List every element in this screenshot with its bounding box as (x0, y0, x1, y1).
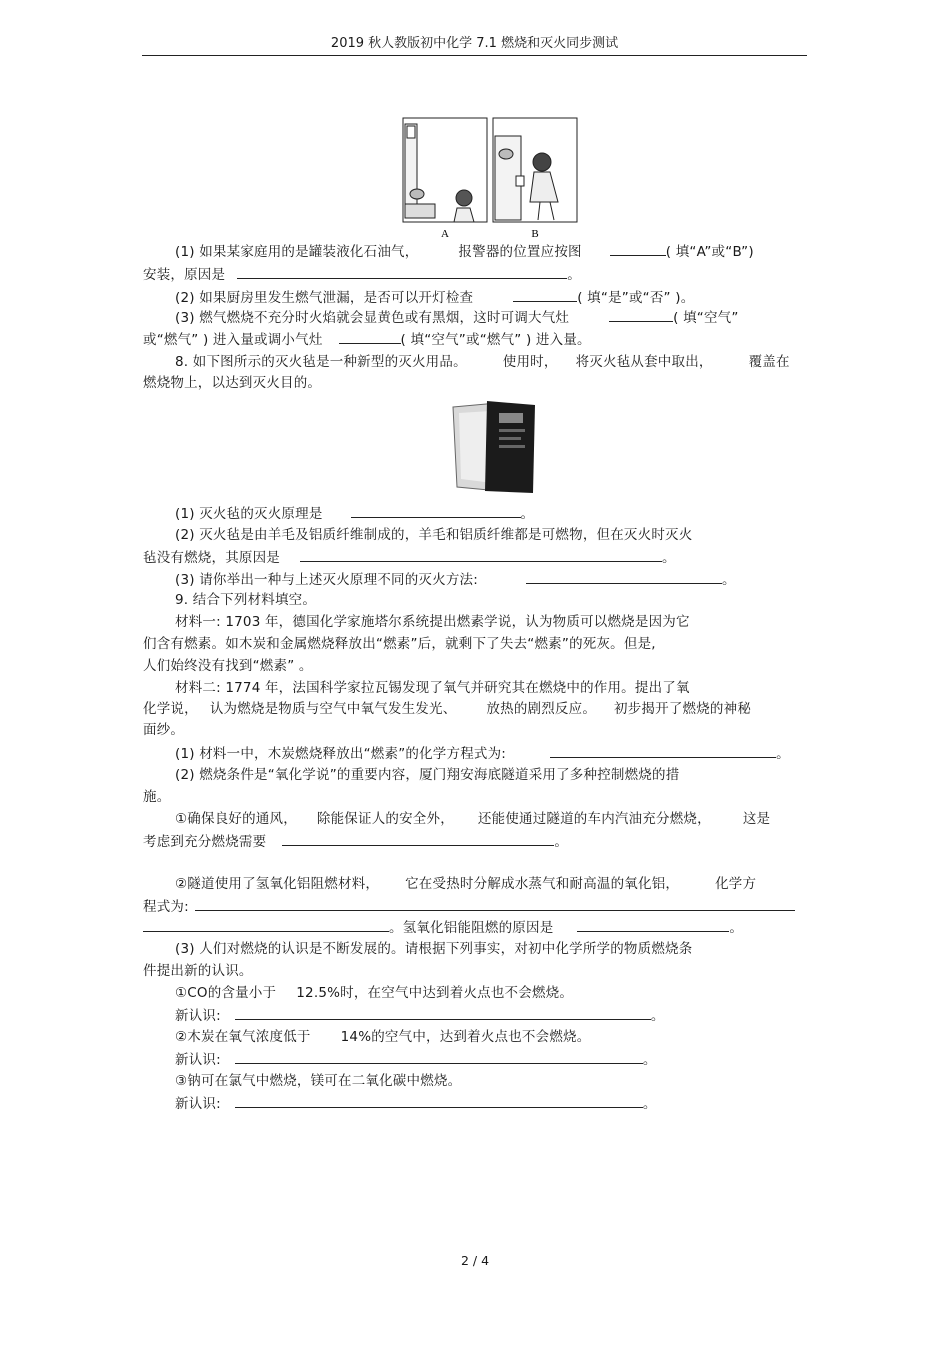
q9-blank-4[interactable] (143, 917, 389, 932)
q9-line-6: 化学说， 认为燃烧是物质与空气中氧气发生发光、 放热的剧烈反应。 初步揭开了燃烧的神秘 (143, 701, 752, 717)
q8-blank-3[interactable] (526, 569, 722, 584)
q9-line-8: (1) 材料一中，木炭燃烧释放出“燃素”的化学方程式为: 。 (143, 743, 790, 764)
q9-line-7: 面纱。 (143, 722, 185, 738)
q7-blank-4[interactable] (609, 307, 673, 322)
q9-blank-3[interactable] (195, 896, 795, 911)
q9-line-5: 材料二: 1774 年，法国科学家拉瓦锡发现了氧气并研究其在燃烧中的作用。提出了氧 (175, 680, 690, 696)
q9-blank-5[interactable] (577, 917, 729, 932)
fire-blanket-figure (451, 399, 537, 495)
figure-label-a: A (441, 228, 449, 240)
page-number: 2 / 4 (460, 1253, 490, 1268)
q7-line-2: 安装，原因是 。 (143, 264, 581, 285)
q7-blank-2[interactable] (237, 264, 567, 279)
q9-blank-1[interactable] (550, 743, 776, 758)
q7-line-4: (3) 燃气燃烧不充分时火焰就会显黄色或有黑烟，这时可调大气灶 ( 填“空气” (143, 307, 739, 328)
q9-line-4: 人们始终没有找到“燃素” 。 (143, 658, 313, 674)
figure-label-b: B (531, 228, 539, 240)
q8-line-3: (1) 灭火毡的灭火原理是 。 (143, 503, 534, 524)
q9-blank-7[interactable] (235, 1049, 643, 1064)
q7-blank-1[interactable] (610, 241, 666, 256)
q9-line-23: 新认识: 。 (143, 1093, 657, 1114)
q9-line-21: 新认识: 。 (143, 1049, 657, 1070)
figure-panel-a (403, 118, 487, 222)
q9-line-16: (3) 人们对燃烧的认识是不断发展的。请根据下列事实，对初中化学所学的物质燃烧条 (175, 941, 693, 957)
q7-line-5: 或“燃气” ) 进入量或调小气灶 ( 填“空气”或“燃气” ) 进入量。 (143, 329, 591, 350)
q9-line-17: 件提出新的认识。 (143, 963, 253, 979)
q8-line-1: 8. 如下图所示的灭火毡是一种新型的灭火用品。 使用时， 将灭火毡从套中取出， 覆盖在 (175, 354, 790, 370)
q9-line-18: ①CO的含量小于 12.5%时，在空气中达到着火点也不会燃烧。 (175, 985, 574, 1001)
q7-line-3: (2) 如果厨房里发生燃气泄漏，是否可以开灯检查 ( 填“是”或“否” )。 (143, 287, 694, 308)
q9-line-20: ②木炭在氧气浓度低于 14%的空气中，达到着火点也不会燃烧。 (175, 1029, 591, 1045)
q9-line-22: ③钠可在氯气中燃烧，镁可在二氧化碳中燃烧。 (175, 1073, 462, 1089)
q9-line-12: 考虑到充分燃烧需要 。 (143, 831, 568, 852)
gas-alarm-figure (402, 116, 580, 242)
q8-line-5: 毡没有燃烧，其原因是 。 (143, 547, 676, 568)
q9-line-13: ②隧道使用了氢氧化铝阻燃材料， 它在受热时分解成水蒸气和耐高温的氧化铝， 化学方 (175, 876, 757, 892)
figure-panel-b (493, 118, 577, 222)
q9-line-3: 们含有燃素。如木炭和金属燃烧释放出“燃素”后，就剩下了失去“燃素”的死灰。但是, (143, 636, 656, 652)
q9-blank-8[interactable] (235, 1093, 643, 1108)
q9-blank-2[interactable] (282, 831, 554, 846)
q7-line-1: (1) 如果某家庭用的是罐装液化石油气， 报警器的位置应按图 ( 填“A”或“B”) (143, 241, 754, 262)
q9-line-15: 。氢氧化铝能阻燃的原因是 。 (143, 917, 743, 938)
q9-line-14: 程式为: (143, 896, 795, 917)
q9-line-2: 材料一: 1703 年，德国化学家施塔尔系统提出燃素学说，认为物质可以燃烧是因为它 (175, 614, 690, 630)
q9-line-9: (2) 燃烧条件是“氧化学说”的重要内容，厦门翔安海底隧道采用了多种控制燃烧的措 (175, 767, 680, 783)
q8-line-4: (2) 灭火毡是由羊毛及铝质纤维制成的，羊毛和铝质纤维都是可燃物，但在灭火时灭火 (175, 527, 693, 543)
page-header: 2019 秋人教版初中化学 7.1 燃烧和灭火同步测试 (142, 36, 807, 56)
q9-line-11: ①确保良好的通风， 除能保证人的安全外， 还能使通过隧道的车内汽油充分燃烧， 这是 (175, 811, 771, 827)
q7-blank-3[interactable] (513, 287, 577, 302)
q7-blank-5[interactable] (339, 329, 401, 344)
q8-line-6: (3) 请你举出一种与上述灭火原理不同的灭火方法: 。 (143, 569, 736, 590)
q9-line-10: 施。 (143, 789, 171, 805)
q8-blank-1[interactable] (351, 503, 521, 518)
q9-blank-6[interactable] (235, 1005, 651, 1020)
q8-line-2: 燃烧物上，以达到灭火目的。 (143, 375, 322, 391)
q9-line-19: 新认识: 。 (143, 1005, 665, 1026)
q9-line-1: 9. 结合下列材料填空。 (175, 592, 317, 608)
q8-blank-2[interactable] (300, 547, 662, 562)
